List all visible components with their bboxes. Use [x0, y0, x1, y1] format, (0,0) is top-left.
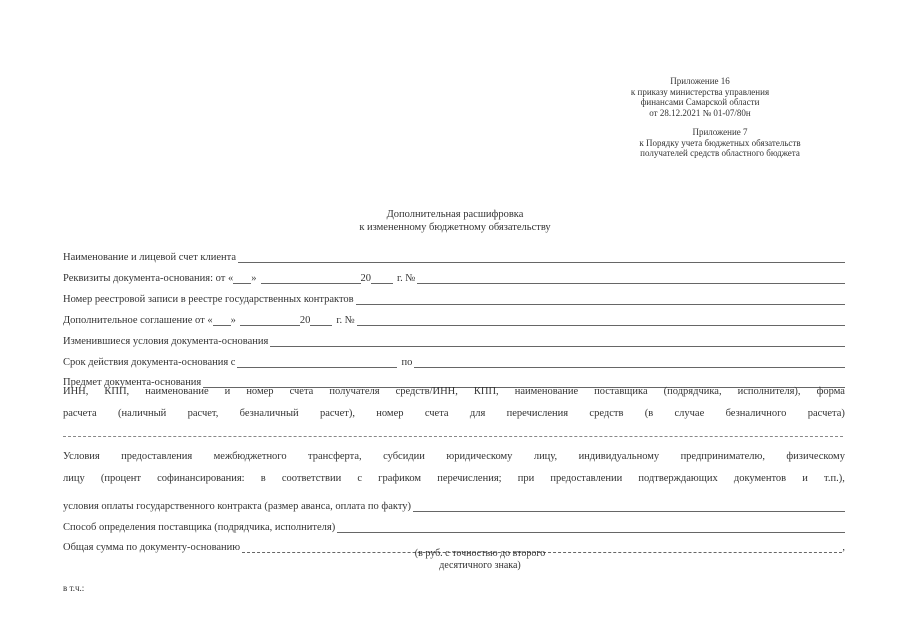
paragraph-word: при — [517, 473, 535, 484]
paragraph-word: номер — [246, 386, 274, 397]
paragraph-word: трансферта, — [308, 451, 362, 462]
paragraph-word: расчета) — [807, 408, 845, 419]
paragraph-word: т.п.), — [824, 473, 845, 484]
appendix-7-line-1: Приложение 7 — [692, 127, 748, 137]
paragraph-word: средств — [589, 408, 624, 419]
note-line-2: десятичного знака) — [439, 560, 521, 571]
changed-terms-line[interactable] — [270, 337, 845, 347]
paragraph-word: субсидии — [383, 451, 425, 462]
paragraph-word: КПП, — [473, 386, 499, 397]
appendix-7-header — [580, 127, 860, 159]
appendix-16-line-4: от 28.12.2021 № 01-07/80н — [649, 107, 751, 118]
paragraph-word: предпринимателю, — [680, 451, 765, 462]
paragraph-word: предоставления — [121, 451, 193, 462]
paragraph-word: в — [260, 473, 266, 484]
paragraph-word: лицу — [63, 473, 85, 484]
paragraph-word: софинансирования: — [157, 473, 245, 484]
paragraph-word: (подрядчика, — [663, 386, 722, 397]
supplement-number-label: г. № — [336, 315, 355, 326]
paragraph-word: безналичного — [725, 408, 787, 419]
supplement-day-line[interactable] — [213, 316, 231, 326]
paragraph-word: (наличный — [118, 408, 167, 419]
validity-from-line[interactable] — [237, 358, 397, 368]
client-input-line[interactable] — [238, 253, 845, 263]
paragraph-word: графиком — [378, 473, 422, 484]
supplement-row — [63, 308, 845, 326]
paragraph-word: наименование — [514, 386, 579, 397]
supplement-year-prefix: 20 — [299, 315, 311, 326]
paragraph-word: средств/ИНН, — [395, 386, 458, 397]
paragraph-word: счета — [424, 408, 449, 419]
payment-terms-line[interactable] — [413, 502, 845, 512]
basis-quote: » — [251, 273, 257, 284]
paragraph-word: случае — [674, 408, 705, 419]
registry-label: Номер реестровой записи в реестре государственных контрактов — [63, 294, 354, 305]
supplier-method-label: Способ определения поставщика (подрядчика, исполнителя) — [63, 522, 336, 533]
changed-terms-row — [63, 329, 845, 347]
paragraph-word: физическому — [786, 451, 845, 462]
transfer-line-1 — [63, 446, 845, 468]
basis-document-row — [63, 266, 845, 284]
total-sum-label: Общая сумма по документу-основанию — [63, 542, 241, 553]
title-line-2: к измененному бюджетному обязательству — [359, 222, 551, 233]
paragraph-word: номер — [376, 408, 404, 419]
recipient-line-2 — [63, 403, 845, 425]
paragraph-word: форма — [816, 386, 845, 397]
paragraph-word: индивидуальному — [578, 451, 660, 462]
recipient-line-1 — [63, 381, 845, 403]
payment-terms-row — [63, 494, 845, 512]
paragraph-word: и — [802, 473, 808, 484]
paragraph-word: Условия — [63, 451, 100, 462]
appendix-7-line-2: к Порядку учета бюджетных обязательств — [639, 137, 801, 148]
appendix-16-header — [620, 76, 780, 118]
appendix-7-line-3: получателей средств областного бюджета — [640, 148, 800, 158]
paragraph-word: для — [469, 408, 486, 419]
paragraph-word: юридическому — [446, 451, 513, 462]
paragraph-word: перечисления — [506, 408, 569, 419]
paragraph-word: наименование — [145, 386, 209, 397]
basis-day-line[interactable] — [233, 274, 251, 284]
supplement-label: Дополнительное соглашение от « — [63, 315, 213, 326]
transfer-line-2 — [63, 468, 845, 490]
supplement-month-line[interactable] — [240, 316, 300, 326]
appendix-16-line-1: Приложение 16 — [670, 76, 730, 86]
supplier-method-line[interactable] — [337, 523, 845, 533]
document-title — [280, 208, 630, 234]
payment-terms-label: условия оплаты государственного контракта (размер аванса, оплата по факту) — [63, 501, 412, 512]
paragraph-word: расчет), — [319, 408, 355, 419]
paragraph-word: документов — [733, 473, 787, 484]
paragraph-word: счета — [289, 386, 314, 397]
paragraph-word: межбюджетного — [213, 451, 287, 462]
paragraph-word: ИНН, — [63, 386, 89, 397]
subject-label: Предмет документа-основания — [63, 377, 202, 388]
validity-to-label: по — [401, 357, 413, 368]
paragraph-word: получателя — [329, 386, 380, 397]
basis-month-line[interactable] — [261, 274, 361, 284]
registry-row — [63, 287, 845, 305]
paragraph-word: (в — [644, 408, 654, 419]
supplement-number-line[interactable] — [357, 316, 845, 326]
paragraph-word: поставщика — [594, 386, 648, 397]
transfer-paragraph — [63, 446, 845, 490]
supplement-quote: » — [230, 315, 236, 326]
paragraph-word: перечисления; — [437, 473, 502, 484]
supplement-year-line[interactable] — [310, 316, 332, 326]
supplier-method-row — [63, 515, 845, 533]
validity-row — [63, 350, 845, 368]
validity-to-line[interactable] — [414, 358, 845, 368]
including-label: в т.ч.: — [63, 583, 85, 593]
paragraph-word: расчет, — [187, 408, 219, 419]
paragraph-word: подтверждающих — [638, 473, 718, 484]
paragraph-word: КПП, — [104, 386, 130, 397]
paragraph-word: исполнителя), — [737, 386, 801, 397]
basis-document-label: Реквизиты документа-основания: от « — [63, 273, 234, 284]
total-sum-comma: , — [842, 542, 845, 553]
client-label: Наименование и лицевой счет клиента — [63, 252, 237, 263]
paragraph-word: соответствии — [281, 473, 342, 484]
basis-number-label: г. № — [397, 273, 416, 284]
paragraph-word: и — [224, 386, 231, 397]
validity-from-label: Срок действия документа-основания с — [63, 357, 236, 368]
paragraph-word: (процент — [100, 473, 141, 484]
recipient-input-line[interactable] — [63, 436, 843, 437]
appendix-16-line-2: к приказу министерства управления — [630, 86, 770, 97]
sum-precision-note — [390, 548, 570, 572]
paragraph-word: расчета — [63, 408, 97, 419]
note-line-1: (в руб. с точностью до второго — [414, 548, 546, 559]
registry-input-line[interactable] — [356, 295, 845, 305]
paragraph-word: предоставлении — [550, 473, 623, 484]
paragraph-word: с — [357, 473, 363, 484]
changed-terms-label: Изменившиеся условия документа-основания — [63, 336, 269, 347]
paragraph-word: лицу, — [533, 451, 558, 462]
basis-year-prefix: 20 — [360, 273, 371, 284]
client-field-row — [63, 245, 845, 263]
title-line-1: Дополнительная расшифровка — [386, 209, 524, 220]
basis-number-line[interactable] — [417, 274, 845, 284]
paragraph-word: безналичный — [239, 408, 299, 419]
recipient-paragraph — [63, 381, 845, 425]
appendix-16-line-3: финансами Самарской области — [640, 97, 760, 107]
basis-year-line[interactable] — [371, 274, 393, 284]
